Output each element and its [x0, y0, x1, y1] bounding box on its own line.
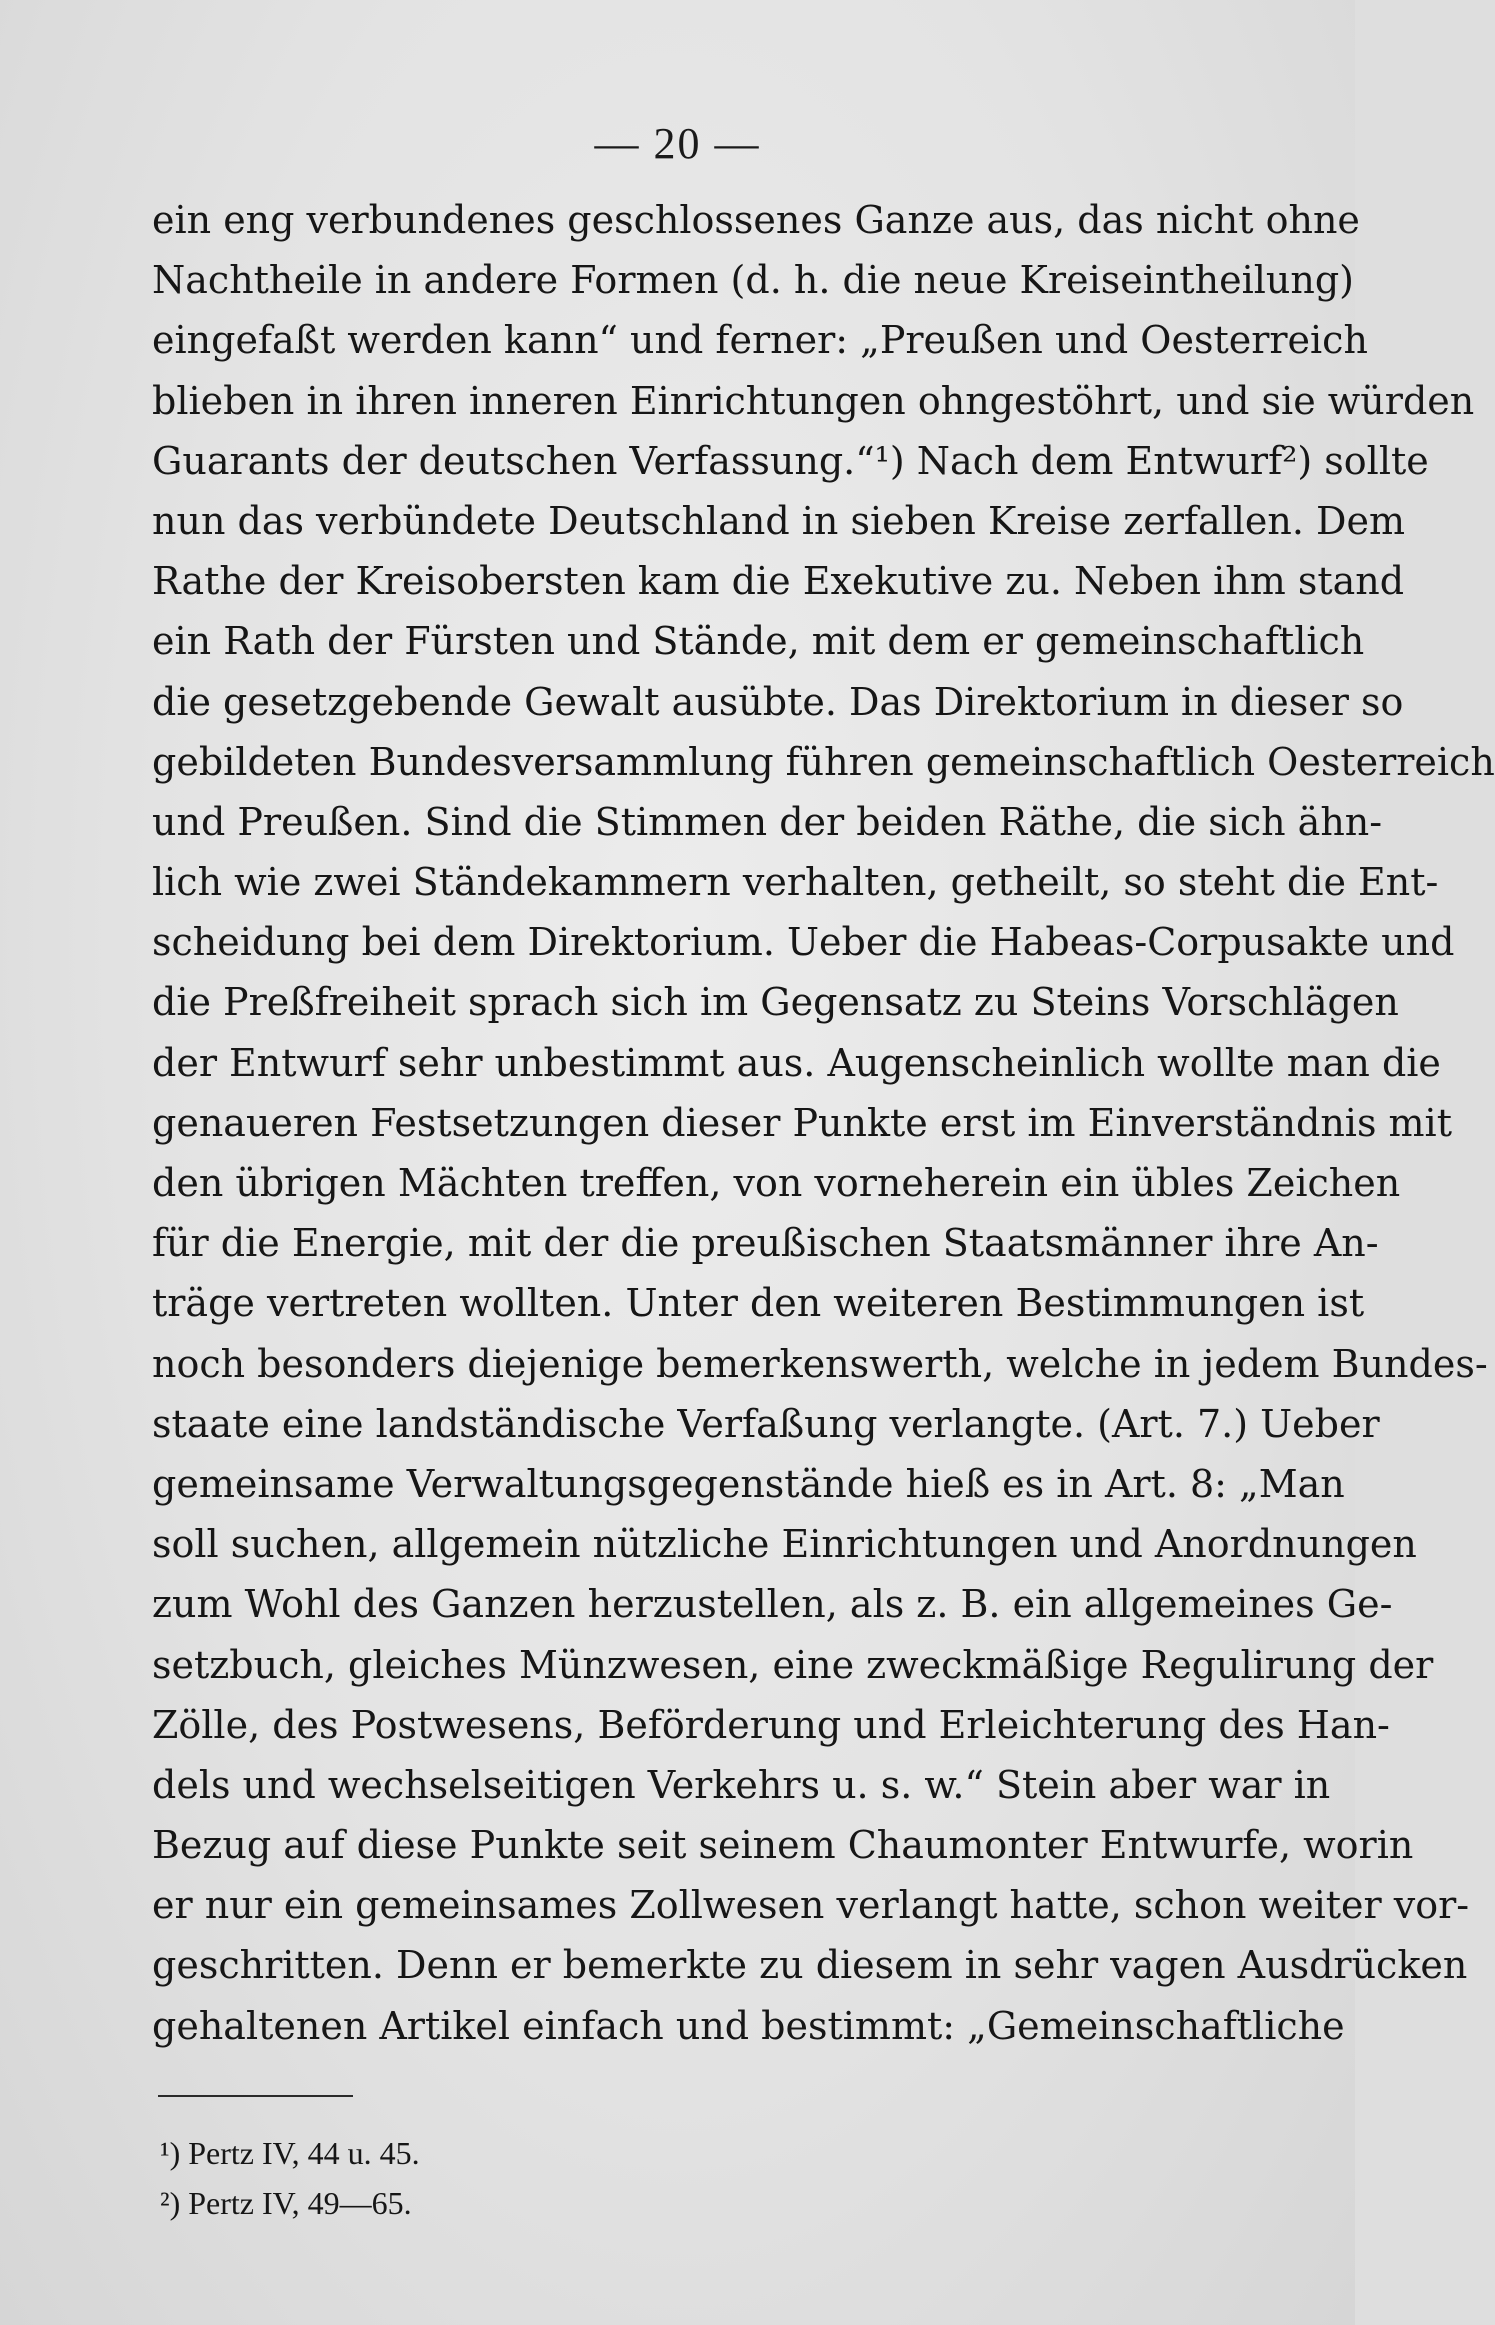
text-line: gehaltenen Artikel einfach und bestimmt: „Gemeinschaftliche: [152, 2003, 1345, 2048]
text-line: blieben in ihren inneren Einrichtungen ohngestöhrt, und sie würden: [152, 378, 1475, 423]
text-line: die gesetzgebende Gewalt ausübte. Das Direktorium in dieser so: [152, 679, 1404, 724]
text-line: der Entwurf sehr unbestimmt aus. Augenscheinlich wollte man die: [152, 1040, 1441, 1085]
text-line: gemeinsame Verwaltungsgegenstände hieß es in Art. 8: „Man: [152, 1461, 1345, 1506]
text-line: Nachtheile in andere Formen (d. h. die neue Kreiseintheilung): [152, 258, 1354, 303]
footnote-divider: [158, 2095, 353, 2097]
text-line: die Preßfreiheit sprach sich im Gegensatz zu Steins Vorschlägen: [152, 980, 1399, 1025]
footnote-1: [160, 2128, 960, 2178]
footnote-text: Pertz IV, 44 u. 45.: [188, 2135, 420, 2171]
text-line: Zölle, des Postwesens, Beförderung und Erleichterung des Han-: [152, 1702, 1390, 1747]
text-line: dels und wechselseitigen Verkehrs u. s. w.“ Stein aber war in: [152, 1762, 1331, 1807]
text-line: lich wie zwei Ständekammern verhalten, getheilt, so steht die Ent-: [152, 860, 1439, 905]
text-line: setzbuch, gleiches Münzwesen, eine zweckmäßige Regulirung der: [152, 1642, 1434, 1687]
text-line: den übrigen Mächten treffen, von vorneherein ein übles Zeichen: [152, 1161, 1401, 1205]
body-text: [152, 190, 1495, 2056]
footnotes: [160, 2128, 960, 2228]
text-line: soll suchen, allgemein nützliche Einrichtungen und Anordnungen: [152, 1522, 1417, 1567]
text-line: für die Energie, mit der die preußischen Staatsmänner ihre An-: [152, 1221, 1379, 1266]
text-line: und Preußen. Sind die Stimmen der beiden Räthe, die sich ähn-: [152, 799, 1383, 844]
text-line: staate eine landständische Verfaßung verlangte. (Art. 7.) Ueber: [152, 1401, 1380, 1446]
footnote-2: [160, 2178, 960, 2228]
text-line: ein Rath der Fürsten und Stände, mit dem er gemeinschaftlich: [152, 619, 1365, 664]
text-line: Guarants der deutschen Verfassung.“¹) Nach dem Entwurf²) sollte: [152, 438, 1429, 483]
text-line: Rathe der Kreisobersten kam die Exekutive zu. Neben ihm stand: [152, 559, 1405, 604]
text-line: nun das verbündete Deutschland in sieben Kreise zerfallen. Dem: [152, 498, 1406, 543]
text-line: eingefaßt werden kann“ und ferner: „Preußen und Oesterreich: [152, 318, 1368, 363]
text-line: Bezug auf diese Punkte seit seinem Chaumonter Entwurfe, worin: [152, 1823, 1414, 1868]
text-line: gebildeten Bundesversammlung führen gemeinschaftlich Oesterreich: [152, 739, 1495, 784]
text-line: ein eng verbundenes geschlossenes Ganze aus, das nicht ohne: [152, 198, 1360, 242]
text-line: zum Wohl des Ganzen herzustellen, als z. B. ein allgemeines Ge-: [152, 1582, 1393, 1627]
text-line: träge vertreten wollten. Unter den weiteren Bestimmungen ist: [152, 1281, 1365, 1326]
text-line: er nur ein gemeinsames Zollwesen verlangt hatte, schon weiter vor-: [152, 1883, 1470, 1928]
text-line: scheidung bei dem Direktorium. Ueber die Habeas-Corpusakte und: [152, 920, 1455, 965]
footnote-mark: ²): [160, 2185, 181, 2221]
footnote-text: Pertz IV, 49—65.: [188, 2185, 412, 2221]
text-line: geschritten. Denn er bemerkte zu diesem in sehr vagen Ausdrücken: [152, 1943, 1468, 1988]
page-number: — 20 —: [594, 119, 761, 168]
footnote-mark: ¹): [160, 2135, 181, 2171]
text-line: genaueren Festsetzungen dieser Punkte erst im Einverständnis mit: [152, 1100, 1452, 1145]
text-line: noch besonders diejenige bemerkenswerth, welche in jedem Bundes-: [152, 1341, 1488, 1386]
